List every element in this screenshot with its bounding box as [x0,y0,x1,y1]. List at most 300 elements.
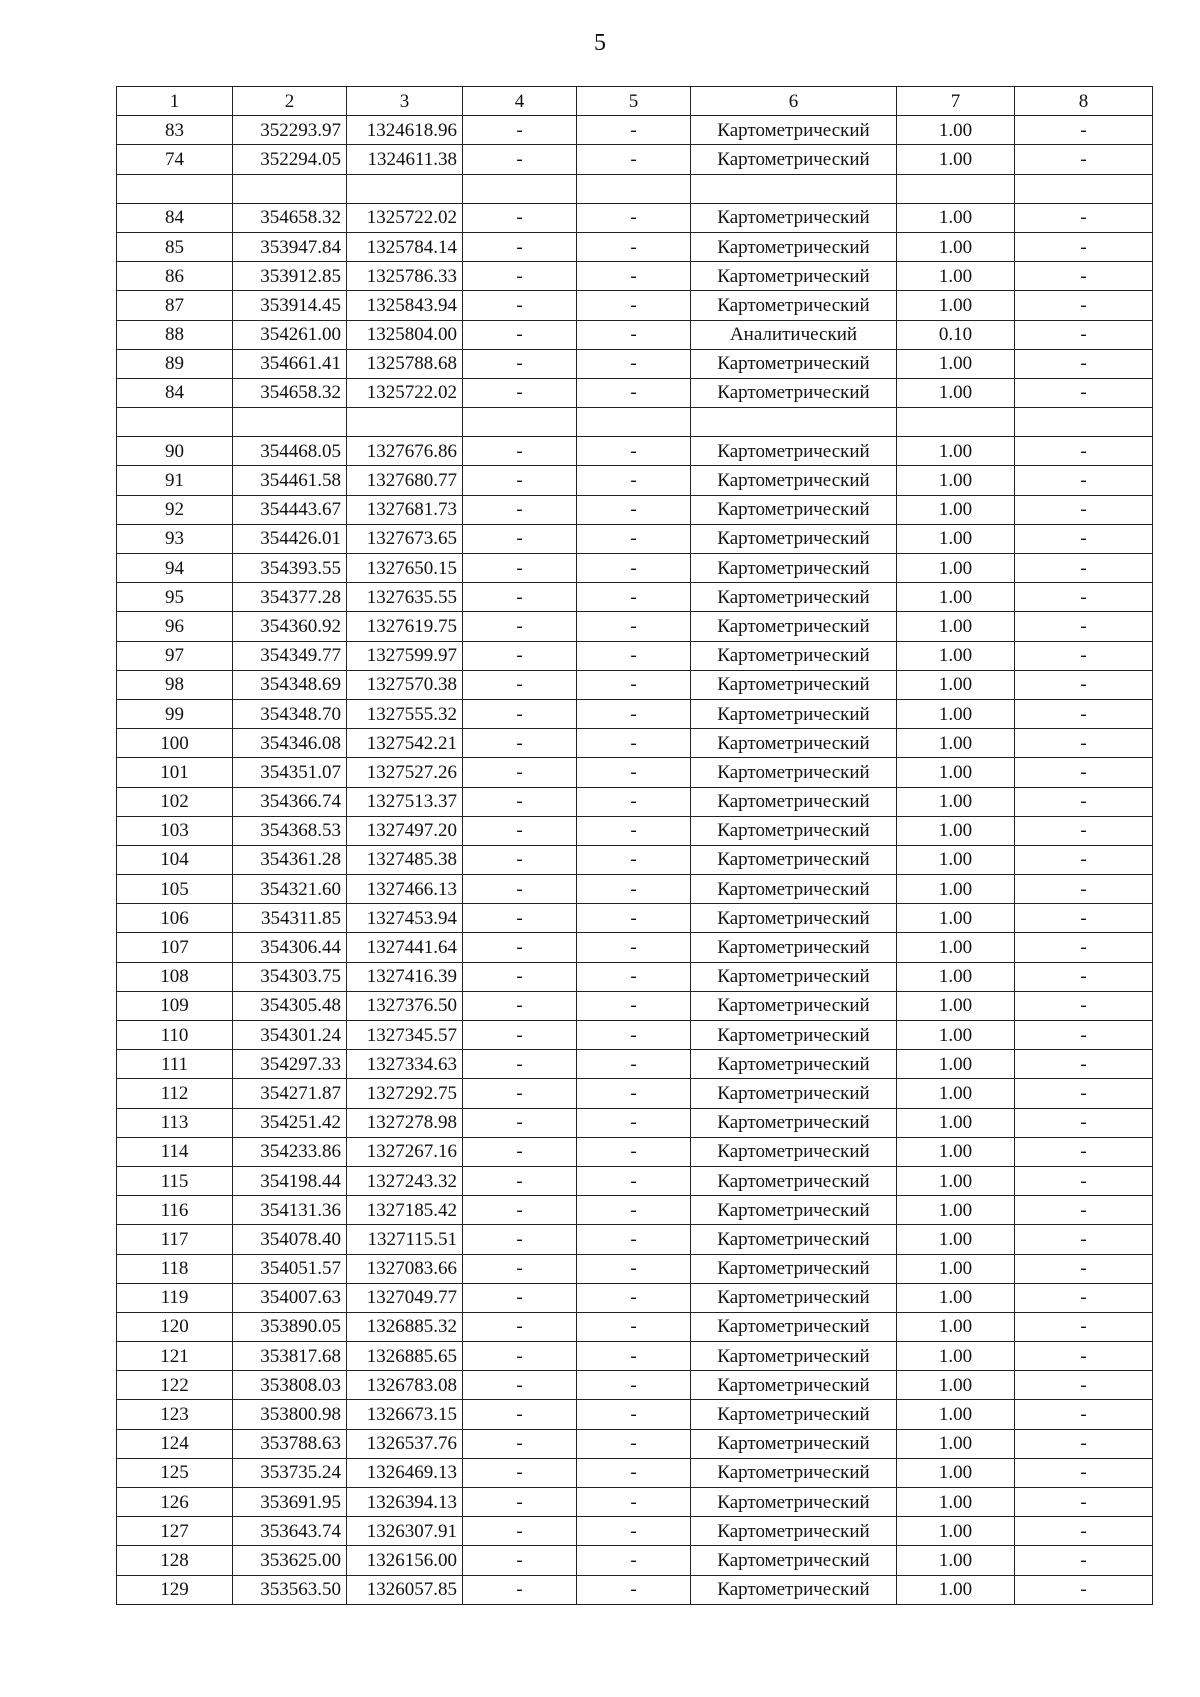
table-row [117,378,1153,407]
table-cell: - [577,729,691,758]
table-cell: - [1015,320,1153,349]
table-cell: 1.00 [897,641,1015,670]
table-cell: 0.10 [897,320,1015,349]
table-row [117,554,1153,583]
table-cell: 1326394.13 [347,1488,463,1517]
table-cell: 1.00 [897,1371,1015,1400]
table-cell: Картометрический [691,729,897,758]
table-cell: 353914.45 [233,291,347,320]
table-cell: 125 [117,1458,233,1487]
table-cell: Картометрический [691,466,897,495]
table-cell: 354271.87 [233,1079,347,1108]
table-cell: 104 [117,845,233,874]
table-row [117,232,1153,261]
table-cell: - [463,875,577,904]
table-cell: Картометрический [691,437,897,466]
table-cell: - [1015,466,1153,495]
table-cell: 1327542.21 [347,729,463,758]
table-cell: - [463,612,577,641]
table-cell: 1.00 [897,612,1015,641]
table-cell: - [577,699,691,728]
table-cell: Картометрический [691,262,897,291]
table-cell: 354360.92 [233,612,347,641]
column-header: 2 [233,87,347,116]
table-cell: 1.00 [897,875,1015,904]
table-cell: - [463,524,577,553]
table-cell: - [1015,758,1153,787]
table-cell: 1.00 [897,729,1015,758]
table-cell: 353788.63 [233,1429,347,1458]
table-cell: - [1015,232,1153,261]
table-cell: 1.00 [897,1254,1015,1283]
table-cell: Картометрический [691,1517,897,1546]
table-row [117,1342,1153,1371]
table-cell: - [463,1575,577,1604]
table-cell: Картометрический [691,816,897,845]
table-cell: 353808.03 [233,1371,347,1400]
table-row [117,816,1153,845]
table-cell: 1325843.94 [347,291,463,320]
table-cell: 74 [117,145,233,174]
table-row [117,641,1153,670]
table-cell: 126 [117,1488,233,1517]
table-cell: 1327441.64 [347,933,463,962]
table-cell: 354368.53 [233,816,347,845]
table-cell: - [577,437,691,466]
table-cell: - [577,554,691,583]
table-cell: 354426.01 [233,524,347,553]
table-cell: - [463,203,577,232]
table-cell: 1327513.37 [347,787,463,816]
table-cell: - [577,1400,691,1429]
table-cell: Картометрический [691,232,897,261]
table-cell: 123 [117,1400,233,1429]
table-cell: 1.00 [897,1517,1015,1546]
table-cell [347,174,463,203]
coordinates-table [116,86,1153,1605]
table-row [117,1050,1153,1079]
table-cell: 1.00 [897,1225,1015,1254]
table-row [117,437,1153,466]
table-cell: 1.00 [897,1488,1015,1517]
table-cell: - [1015,1050,1153,1079]
table-cell: Картометрический [691,291,897,320]
table-cell: Картометрический [691,1108,897,1137]
column-header: 8 [1015,87,1153,116]
table-cell: Картометрический [691,845,897,874]
table-row [117,1108,1153,1137]
table-cell: - [463,1021,577,1050]
table-cell: 1327466.13 [347,875,463,904]
table-cell: - [577,349,691,378]
table-cell: - [1015,1517,1153,1546]
table-cell: - [577,466,691,495]
table-cell: - [1015,845,1153,874]
table-cell: - [463,1517,577,1546]
table-cell: - [1015,1196,1153,1225]
table-cell: - [577,320,691,349]
table-cell: - [1015,933,1153,962]
table-cell: - [577,203,691,232]
table-cell: 1327527.26 [347,758,463,787]
table-cell: 1326057.85 [347,1575,463,1604]
table-cell: 1.00 [897,1283,1015,1312]
table-cell: 114 [117,1137,233,1166]
table-cell: 354348.69 [233,670,347,699]
table-cell: 1.00 [897,554,1015,583]
table-cell: - [1015,145,1153,174]
table-cell: 1.00 [897,1575,1015,1604]
table-cell: - [1015,495,1153,524]
table-row [117,583,1153,612]
table-cell: - [463,1400,577,1429]
table-cell: 354078.40 [233,1225,347,1254]
table-cell: 1.00 [897,816,1015,845]
table-cell: Картометрический [691,758,897,787]
table-cell: 353691.95 [233,1488,347,1517]
table-cell: - [1015,641,1153,670]
table-cell: - [463,291,577,320]
table-row [117,758,1153,787]
table-cell: 354311.85 [233,904,347,933]
header-row [117,87,1153,116]
table-cell [117,408,233,437]
table-row [117,203,1153,232]
table-cell: - [1015,1225,1153,1254]
table-cell: Картометрический [691,1166,897,1195]
table-cell: 354301.24 [233,1021,347,1050]
table-cell: 85 [117,232,233,261]
table-cell: - [1015,437,1153,466]
table-cell: - [1015,1458,1153,1487]
table-cell: 353890.05 [233,1312,347,1341]
table-cell: - [1015,583,1153,612]
table-cell: - [463,1166,577,1195]
table-cell: 1.00 [897,670,1015,699]
table-cell: 1327292.75 [347,1079,463,1108]
table-cell: 1.00 [897,466,1015,495]
table-cell: 1.00 [897,1137,1015,1166]
table-cell: 1.00 [897,1400,1015,1429]
table-cell: - [463,1079,577,1108]
table-cell: 1.00 [897,1108,1015,1137]
table-cell: - [577,758,691,787]
table-cell: - [463,699,577,728]
table-cell: - [1015,991,1153,1020]
table-cell: - [1015,1488,1153,1517]
table-cell: - [463,320,577,349]
table-cell: - [577,145,691,174]
table-cell: 353912.85 [233,262,347,291]
table-cell: 352294.05 [233,145,347,174]
table-cell: 354658.32 [233,203,347,232]
table-cell: - [463,495,577,524]
table-cell: Картометрический [691,524,897,553]
table-row [117,116,1153,145]
table-cell: 108 [117,962,233,991]
table-cell: - [577,1429,691,1458]
table-cell: 1326885.65 [347,1342,463,1371]
table-cell: 1.00 [897,933,1015,962]
table-cell: 1325786.33 [347,262,463,291]
table-cell: Картометрический [691,116,897,145]
table-cell: - [1015,1546,1153,1575]
table-cell: 1325722.02 [347,378,463,407]
table-row [117,1458,1153,1487]
table-cell: 354297.33 [233,1050,347,1079]
table-cell: - [1015,1137,1153,1166]
table-row [117,466,1153,495]
table-cell: - [1015,1400,1153,1429]
table-cell: - [1015,612,1153,641]
table-cell: 1325722.02 [347,203,463,232]
table-cell: 354468.05 [233,437,347,466]
table-cell: 354443.67 [233,495,347,524]
table-cell: 1327676.86 [347,437,463,466]
table-cell: 1327635.55 [347,583,463,612]
table-row [117,1137,1153,1166]
table-cell: - [577,1079,691,1108]
table-cell: 1.00 [897,524,1015,553]
table-cell: 115 [117,1166,233,1195]
table-header [117,87,1153,116]
table-cell: 111 [117,1050,233,1079]
table-cell: - [463,729,577,758]
column-header: 4 [463,87,577,116]
table-cell: - [1015,116,1153,145]
table-cell: - [577,495,691,524]
table-cell: - [463,1342,577,1371]
column-header: 5 [577,87,691,116]
table-cell: 1.00 [897,962,1015,991]
table-cell: 1326537.76 [347,1429,463,1458]
table-cell [463,408,577,437]
table-row [117,1166,1153,1195]
table-cell: - [577,845,691,874]
table-cell: 86 [117,262,233,291]
table-cell: 354051.57 [233,1254,347,1283]
table-cell: - [463,1108,577,1137]
table-cell: Картометрический [691,699,897,728]
table-row [117,1517,1153,1546]
table-row [117,1546,1153,1575]
table-row [117,1371,1153,1400]
table-cell: 354007.63 [233,1283,347,1312]
table-cell [117,174,233,203]
table-cell: 90 [117,437,233,466]
table-cell: 100 [117,729,233,758]
table-cell: - [463,1312,577,1341]
table-cell [233,174,347,203]
table-cell: - [577,1517,691,1546]
table-cell: 1327619.75 [347,612,463,641]
table-cell: 1327485.38 [347,845,463,874]
table-cell [691,408,897,437]
table-cell: 354658.32 [233,378,347,407]
table-row [117,729,1153,758]
table-cell: 1326885.32 [347,1312,463,1341]
table-cell: - [1015,524,1153,553]
table-cell: Картометрический [691,1371,897,1400]
table-cell: - [463,1429,577,1458]
table-cell: 1327599.97 [347,641,463,670]
table-cell: 116 [117,1196,233,1225]
table-cell: 1327115.51 [347,1225,463,1254]
table-cell: - [577,291,691,320]
table-cell: 354305.48 [233,991,347,1020]
table-cell: 110 [117,1021,233,1050]
table-cell: 1.00 [897,1342,1015,1371]
table-cell: 353625.00 [233,1546,347,1575]
table-cell: Картометрический [691,1283,897,1312]
separator-row [117,408,1153,437]
table-cell: - [463,437,577,466]
table-cell: - [577,991,691,1020]
table-cell: 1327334.63 [347,1050,463,1079]
table-cell: - [463,145,577,174]
table-cell: - [463,904,577,933]
table-cell: - [1015,962,1153,991]
table-cell: - [463,933,577,962]
table-row [117,612,1153,641]
table-row [117,933,1153,962]
table-cell: 1327570.38 [347,670,463,699]
table-cell: 92 [117,495,233,524]
table-cell: - [1015,699,1153,728]
table-cell: - [577,875,691,904]
table-cell: 1.00 [897,262,1015,291]
table-cell: 1324611.38 [347,145,463,174]
table-cell: 354303.75 [233,962,347,991]
table-cell: 109 [117,991,233,1020]
table-cell: - [463,1196,577,1225]
table-cell: - [577,1488,691,1517]
table-cell: Картометрический [691,203,897,232]
table-cell: - [577,1166,691,1195]
table-cell: - [463,1050,577,1079]
separator-row [117,174,1153,203]
table-cell: - [463,1283,577,1312]
table-cell: 121 [117,1342,233,1371]
table-cell: 105 [117,875,233,904]
table-cell: - [577,1371,691,1400]
column-header: 6 [691,87,897,116]
table-cell: Картометрический [691,495,897,524]
table-cell: 118 [117,1254,233,1283]
table-cell: 354461.58 [233,466,347,495]
table-cell: - [577,933,691,962]
table-cell: 1.00 [897,495,1015,524]
table-cell: 1.00 [897,1458,1015,1487]
table-cell: - [577,1575,691,1604]
table-cell: 87 [117,291,233,320]
table-row [117,1488,1153,1517]
table-cell: 354351.07 [233,758,347,787]
table-cell [577,174,691,203]
table-cell: - [1015,554,1153,583]
table-row [117,845,1153,874]
table-cell: 1.00 [897,904,1015,933]
table-cell: - [1015,262,1153,291]
table-row [117,991,1153,1020]
table-cell: - [463,991,577,1020]
table-cell [233,408,347,437]
table-cell: - [463,962,577,991]
table-cell: - [577,378,691,407]
table-cell: 354306.44 [233,933,347,962]
table-cell: 94 [117,554,233,583]
table-cell: Картометрический [691,1429,897,1458]
table-cell: 1327497.20 [347,816,463,845]
table-cell: 127 [117,1517,233,1546]
table-cell: - [1015,1575,1153,1604]
table-cell: 1327278.98 [347,1108,463,1137]
table-cell: Картометрический [691,670,897,699]
table-row [117,320,1153,349]
table-row [117,1225,1153,1254]
table-cell: 102 [117,787,233,816]
table-cell: - [577,641,691,670]
table-cell: 354366.74 [233,787,347,816]
table-cell: 353735.24 [233,1458,347,1487]
table-cell: Картометрический [691,1225,897,1254]
table-cell: 1.00 [897,699,1015,728]
table-cell: 1326469.13 [347,1458,463,1487]
table-cell: - [1015,875,1153,904]
table-cell: 89 [117,349,233,378]
table-cell: 1.00 [897,203,1015,232]
table-cell: 1327376.50 [347,991,463,1020]
table-cell: Картометрический [691,1546,897,1575]
table-cell: - [577,904,691,933]
table-cell: 1.00 [897,1546,1015,1575]
table-cell: - [577,1254,691,1283]
table-row [117,875,1153,904]
table-cell: 113 [117,1108,233,1137]
table-cell: 1.00 [897,437,1015,466]
table-cell: Картометрический [691,1079,897,1108]
table-cell: Картометрический [691,875,897,904]
table-cell: 1326156.00 [347,1546,463,1575]
table-cell: 1327243.32 [347,1166,463,1195]
table-cell: Картометрический [691,1312,897,1341]
table-cell: - [463,349,577,378]
table-cell: 120 [117,1312,233,1341]
table-cell: 1327650.15 [347,554,463,583]
table-cell: 354233.86 [233,1137,347,1166]
table-row [117,787,1153,816]
table-cell: - [577,1283,691,1312]
table-cell: 96 [117,612,233,641]
table-cell: 1.00 [897,1196,1015,1225]
table-cell: Картометрический [691,904,897,933]
table-cell: - [577,1225,691,1254]
table-cell: - [1015,1429,1153,1458]
table-cell: Картометрический [691,1050,897,1079]
table-row [117,349,1153,378]
table-row [117,962,1153,991]
table-cell: - [463,816,577,845]
table-cell: 95 [117,583,233,612]
table-cell: 112 [117,1079,233,1108]
table-cell: Картометрический [691,1488,897,1517]
column-header: 3 [347,87,463,116]
table-cell: 1.00 [897,758,1015,787]
table-cell: - [463,758,577,787]
table-cell: - [577,670,691,699]
table-cell: 354346.08 [233,729,347,758]
table-cell: 103 [117,816,233,845]
